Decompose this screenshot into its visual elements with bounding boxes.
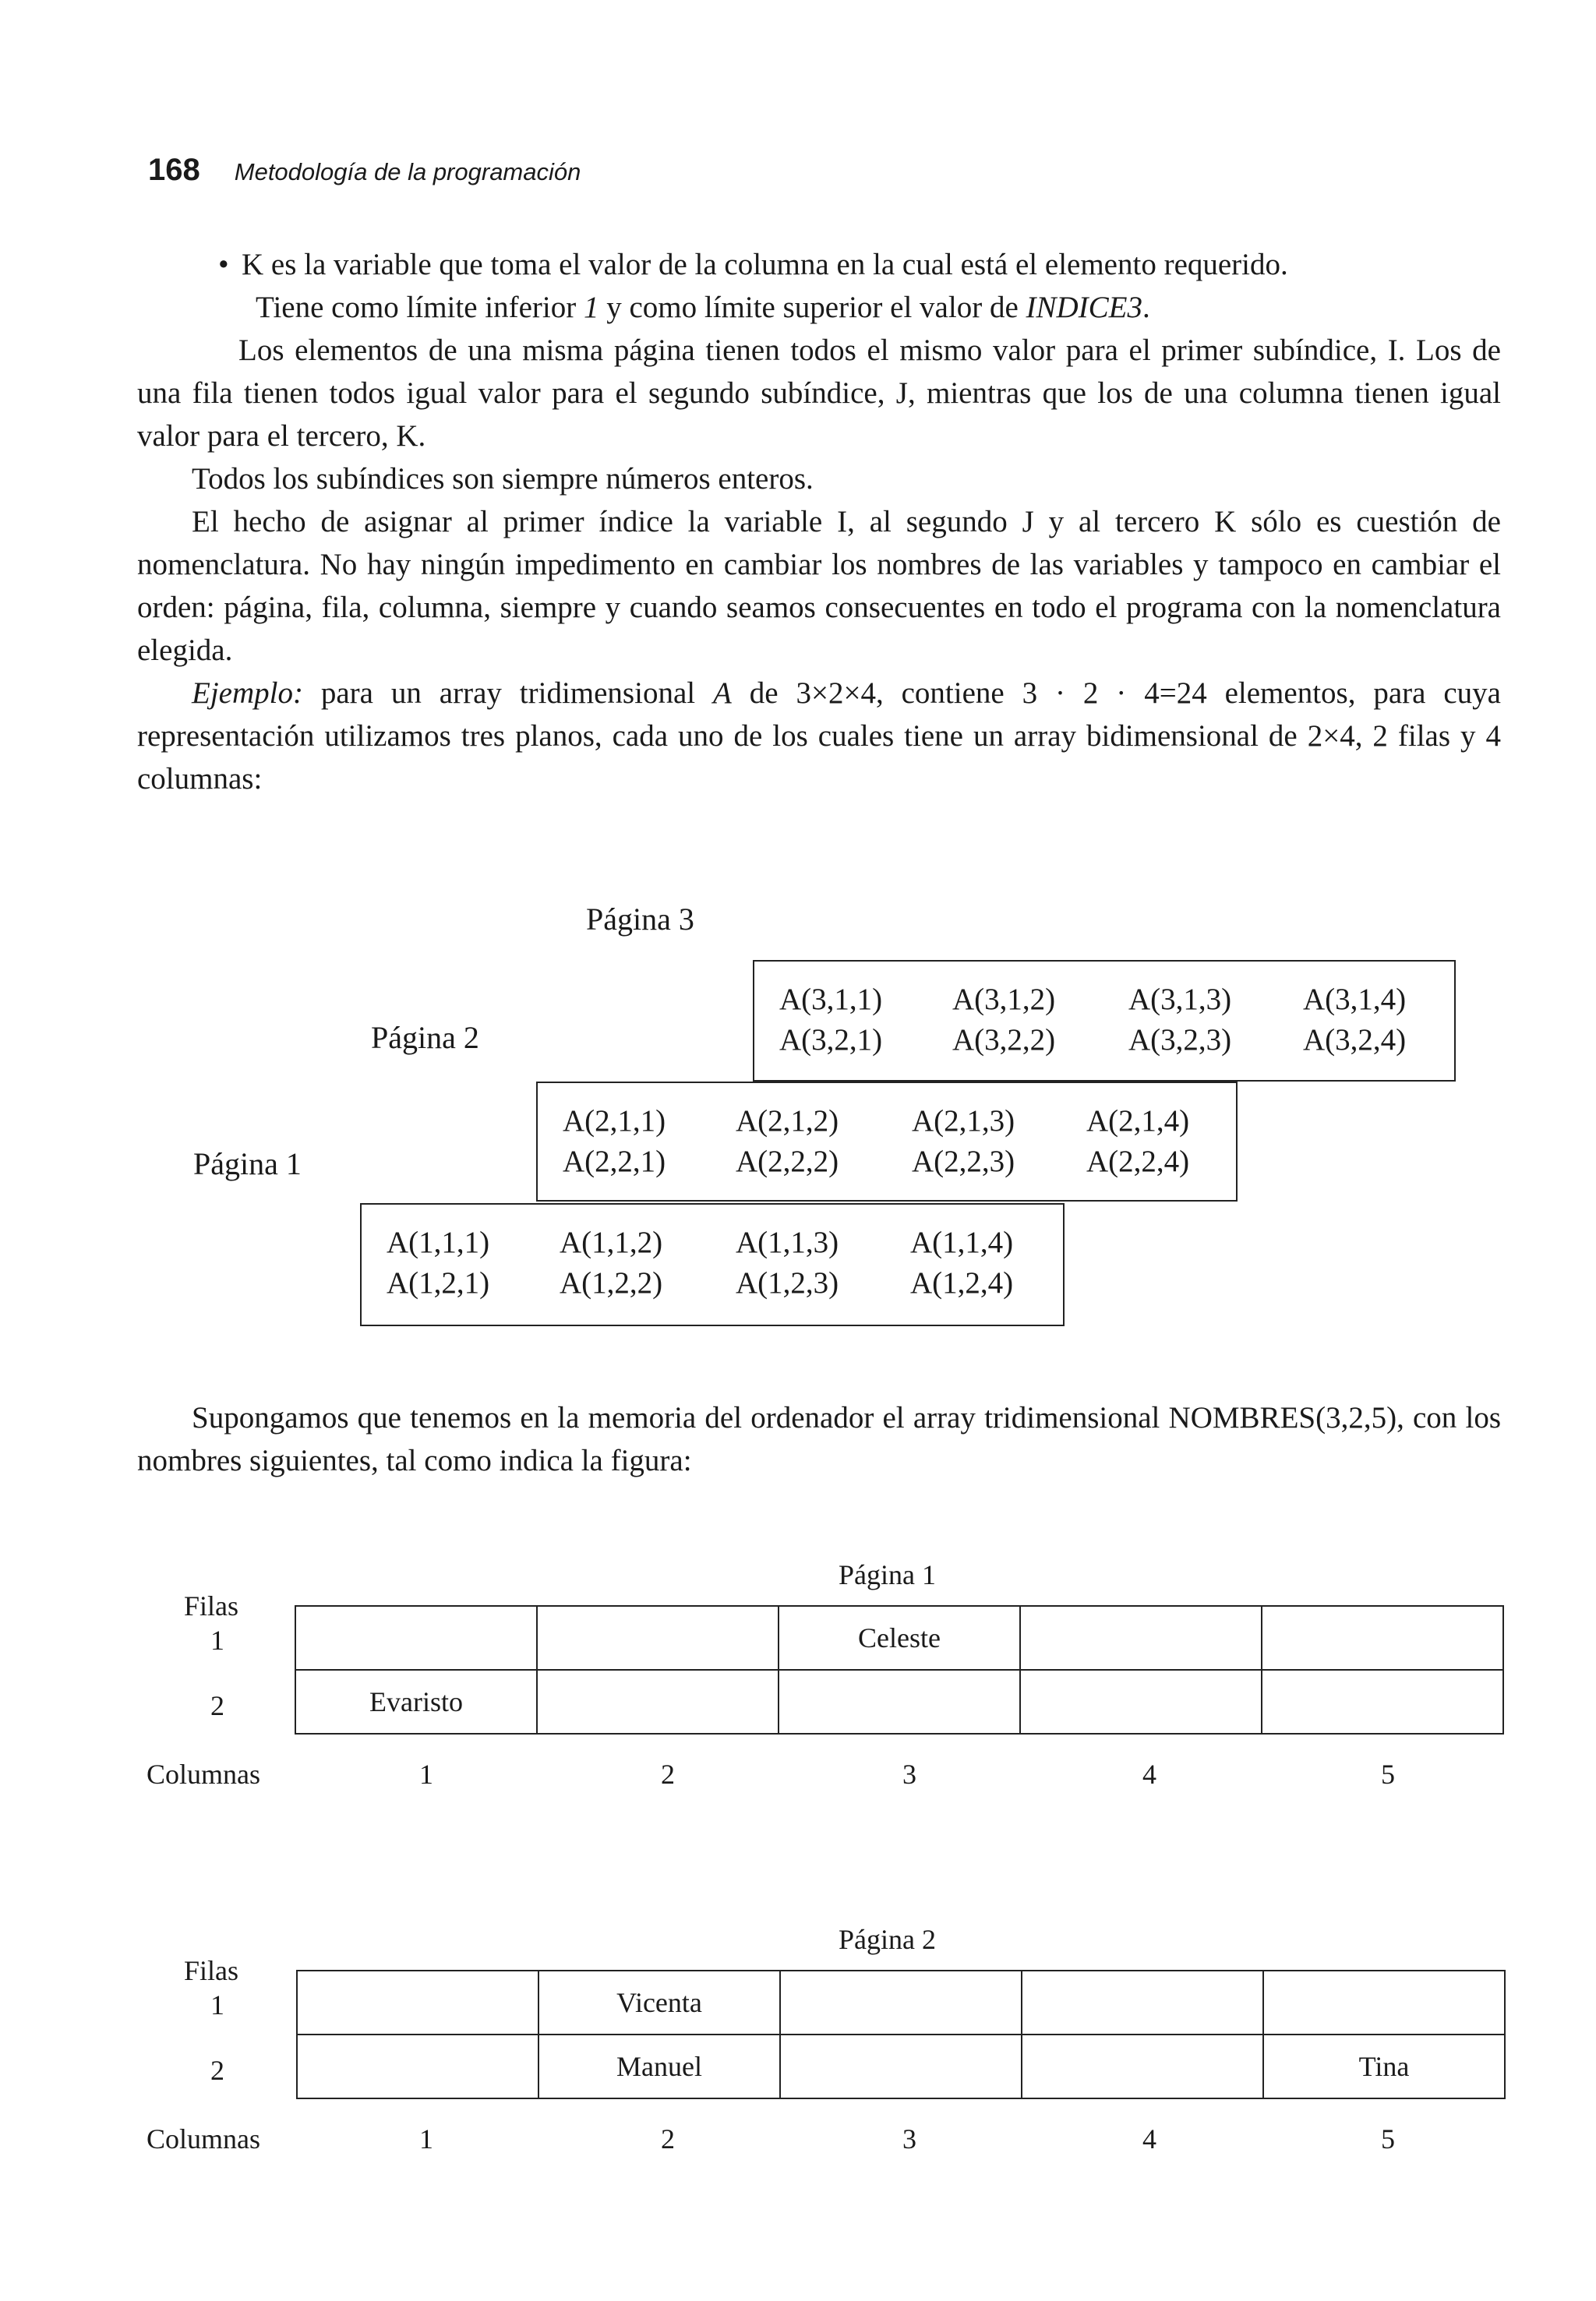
page3-cell-2-2: A(3,2,2) (952, 1023, 1056, 1057)
paragraph-5: Supongamos que tenemos en la memoria del ordenador el array tridimensional NOMBRES(3,2,5), con los nombres siguientes, tal como indica la figura: (137, 1401, 1501, 1477)
page-number: 168 (148, 153, 200, 187)
table-1-columns-label: Columnas (147, 1759, 261, 1790)
running-header (148, 153, 581, 188)
bullet-limit-line (137, 286, 1501, 329)
table-2-col-5-number: 5 (1381, 2123, 1395, 2155)
page2-cell-1-4: A(2,1,4) (1086, 1104, 1190, 1138)
page-3-box (753, 960, 1456, 1082)
page1-cell-1-3: A(1,1,3) (736, 1226, 839, 1259)
table-1-row-1-number: 1 (210, 1625, 224, 1656)
page3-cell-2-4: A(3,2,4) (1303, 1023, 1407, 1057)
table-cell: Manuel (538, 2035, 780, 2098)
table-row (297, 1971, 1505, 2035)
label-pagina-1: Página 1 (193, 1146, 302, 1181)
limit-end: . (1142, 291, 1150, 324)
table-2-col-4-number: 4 (1142, 2123, 1156, 2155)
table-row (295, 1670, 1503, 1734)
table-cell (1022, 1971, 1263, 2035)
table-1-col-2-number: 2 (661, 1759, 675, 1790)
table-cell (1262, 1606, 1503, 1670)
bullet-text: • K es la variable que toma el valor de la columna en la cual está el elemento requerido. (242, 248, 1288, 281)
table-2-columns-label: Columnas (147, 2123, 261, 2155)
page1-cell-1-4: A(1,1,4) (910, 1226, 1014, 1259)
running-title: Metodología de la programación (234, 158, 581, 185)
page2-cell-2-2: A(2,2,2) (736, 1145, 839, 1178)
nombres-table-2 (296, 1970, 1506, 2099)
table-1-col-1-number: 1 (419, 1759, 433, 1790)
table-cell (1263, 1971, 1505, 2035)
table-cell (779, 1670, 1020, 1734)
page2-cell-2-1: A(2,2,1) (563, 1145, 666, 1178)
paragraph-1: Los elementos de una misma página tienen todos el mismo valor para el primer subíndice, I. Los de una fila tienen todos igual valor para el segundo subíndice, J, mientras que los de una columna tienen igual valor para el tercero, K. (137, 334, 1501, 453)
table-cell (780, 1971, 1022, 2035)
page3-cell-1-3: A(3,1,3) (1128, 983, 1232, 1016)
table-1-col-5-number: 5 (1381, 1759, 1395, 1790)
table-cell: Tina (1263, 2035, 1505, 2098)
page2-cell-2-4: A(2,2,4) (1086, 1145, 1190, 1178)
limit-one: 1 (583, 291, 599, 324)
limit-var: INDICE3 (1026, 291, 1143, 324)
p4-rest: de 3×2×4, contiene 3 · 2 · 4=24 elementos, para cuya representación utilizamos tres planos, cada uno de los cuales tiene un array bidimensional de 2×4, 2 filas y 4 columnas: (137, 676, 1501, 796)
paragraph-2: Todos los subíndices son siempre números enteros. (192, 462, 814, 496)
page3-cell-2-1: A(3,2,1) (779, 1023, 883, 1057)
page2-cell-1-3: A(2,1,3) (912, 1104, 1015, 1138)
page1-cell-2-3: A(1,2,3) (736, 1266, 839, 1300)
table-1-col-3-number: 3 (902, 1759, 916, 1790)
table-cell (1022, 2035, 1263, 2098)
table-1-row-2-number: 2 (210, 1690, 224, 1721)
page3-cell-1-4: A(3,1,4) (1303, 983, 1407, 1016)
body-text (137, 243, 1501, 800)
p4-pre: para un array tridimensional (302, 676, 713, 710)
table-cell (537, 1670, 779, 1734)
table-2-col-1-number: 1 (419, 2123, 433, 2155)
page3-cell-2-3: A(3,2,3) (1128, 1023, 1232, 1057)
page1-cell-1-2: A(1,1,2) (560, 1226, 663, 1259)
page3-cell-1-1: A(3,1,1) (779, 983, 883, 1016)
table-1-rows-label: Filas (184, 1590, 239, 1622)
page1-cell-2-1: A(1,2,1) (387, 1266, 490, 1300)
table-1-col-4-number: 4 (1142, 1759, 1156, 1790)
table-2-row-1-number: 1 (210, 1989, 224, 2020)
page2-cell-1-2: A(2,1,2) (736, 1104, 839, 1138)
limit-mid: y como límite superior el valor de (598, 291, 1026, 324)
table-2-title: Página 2 (839, 1924, 936, 1955)
table-cell (1020, 1670, 1262, 1734)
paragraph-4 (137, 672, 1501, 800)
label-pagina-3: Página 3 (586, 902, 694, 937)
example-label: Ejemplo: (192, 676, 303, 710)
table-cell: Celeste (779, 1606, 1020, 1670)
page1-cell-2-2: A(1,2,2) (560, 1266, 663, 1300)
table-cell (297, 1971, 538, 2035)
table-cell (1020, 1606, 1262, 1670)
bullet-item-k (137, 243, 1501, 286)
page1-cell-2-4: A(1,2,4) (910, 1266, 1014, 1300)
table-2-col-3-number: 3 (902, 2123, 916, 2155)
page1-cell-1-1: A(1,1,1) (387, 1226, 490, 1259)
limit-pre: Tiene como límite inferior (256, 291, 584, 324)
table-cell: Evaristo (295, 1670, 537, 1734)
table-1-title: Página 1 (839, 1559, 936, 1590)
table-2-col-2-number: 2 (661, 2123, 675, 2155)
table-2-row-2-number: 2 (210, 2055, 224, 2086)
table-cell (1262, 1670, 1503, 1734)
paragraph-5-wrap (137, 1396, 1501, 1482)
table-2-rows-label: Filas (184, 1955, 239, 1986)
table-cell (780, 2035, 1022, 2098)
page3-cell-1-2: A(3,1,2) (952, 983, 1056, 1016)
page2-cell-2-3: A(2,2,3) (912, 1145, 1015, 1178)
table-cell: Vicenta (538, 1971, 780, 2035)
table-cell (295, 1606, 537, 1670)
table-row (297, 2035, 1505, 2098)
p4-var: A (713, 676, 732, 710)
table-row (295, 1606, 1503, 1670)
page-1-box (360, 1203, 1065, 1326)
page2-cell-1-1: A(2,1,1) (563, 1104, 666, 1138)
page-2-box (536, 1082, 1238, 1202)
table-cell (537, 1606, 779, 1670)
label-pagina-2: Página 2 (371, 1020, 479, 1055)
table-cell (297, 2035, 538, 2098)
paragraph-3: El hecho de asignar al primer índice la variable I, al segundo J y al tercero K sólo es cuestión de nomenclatura. No hay ningún impedimento en cambiar los nombres de las variables y tampoco en cambiar el orden: página, fila, columna, siempre y cuando seamos consecuentes en todo el programa con la nomenclatura elegida. (137, 505, 1501, 667)
nombres-table-1 (295, 1605, 1504, 1735)
